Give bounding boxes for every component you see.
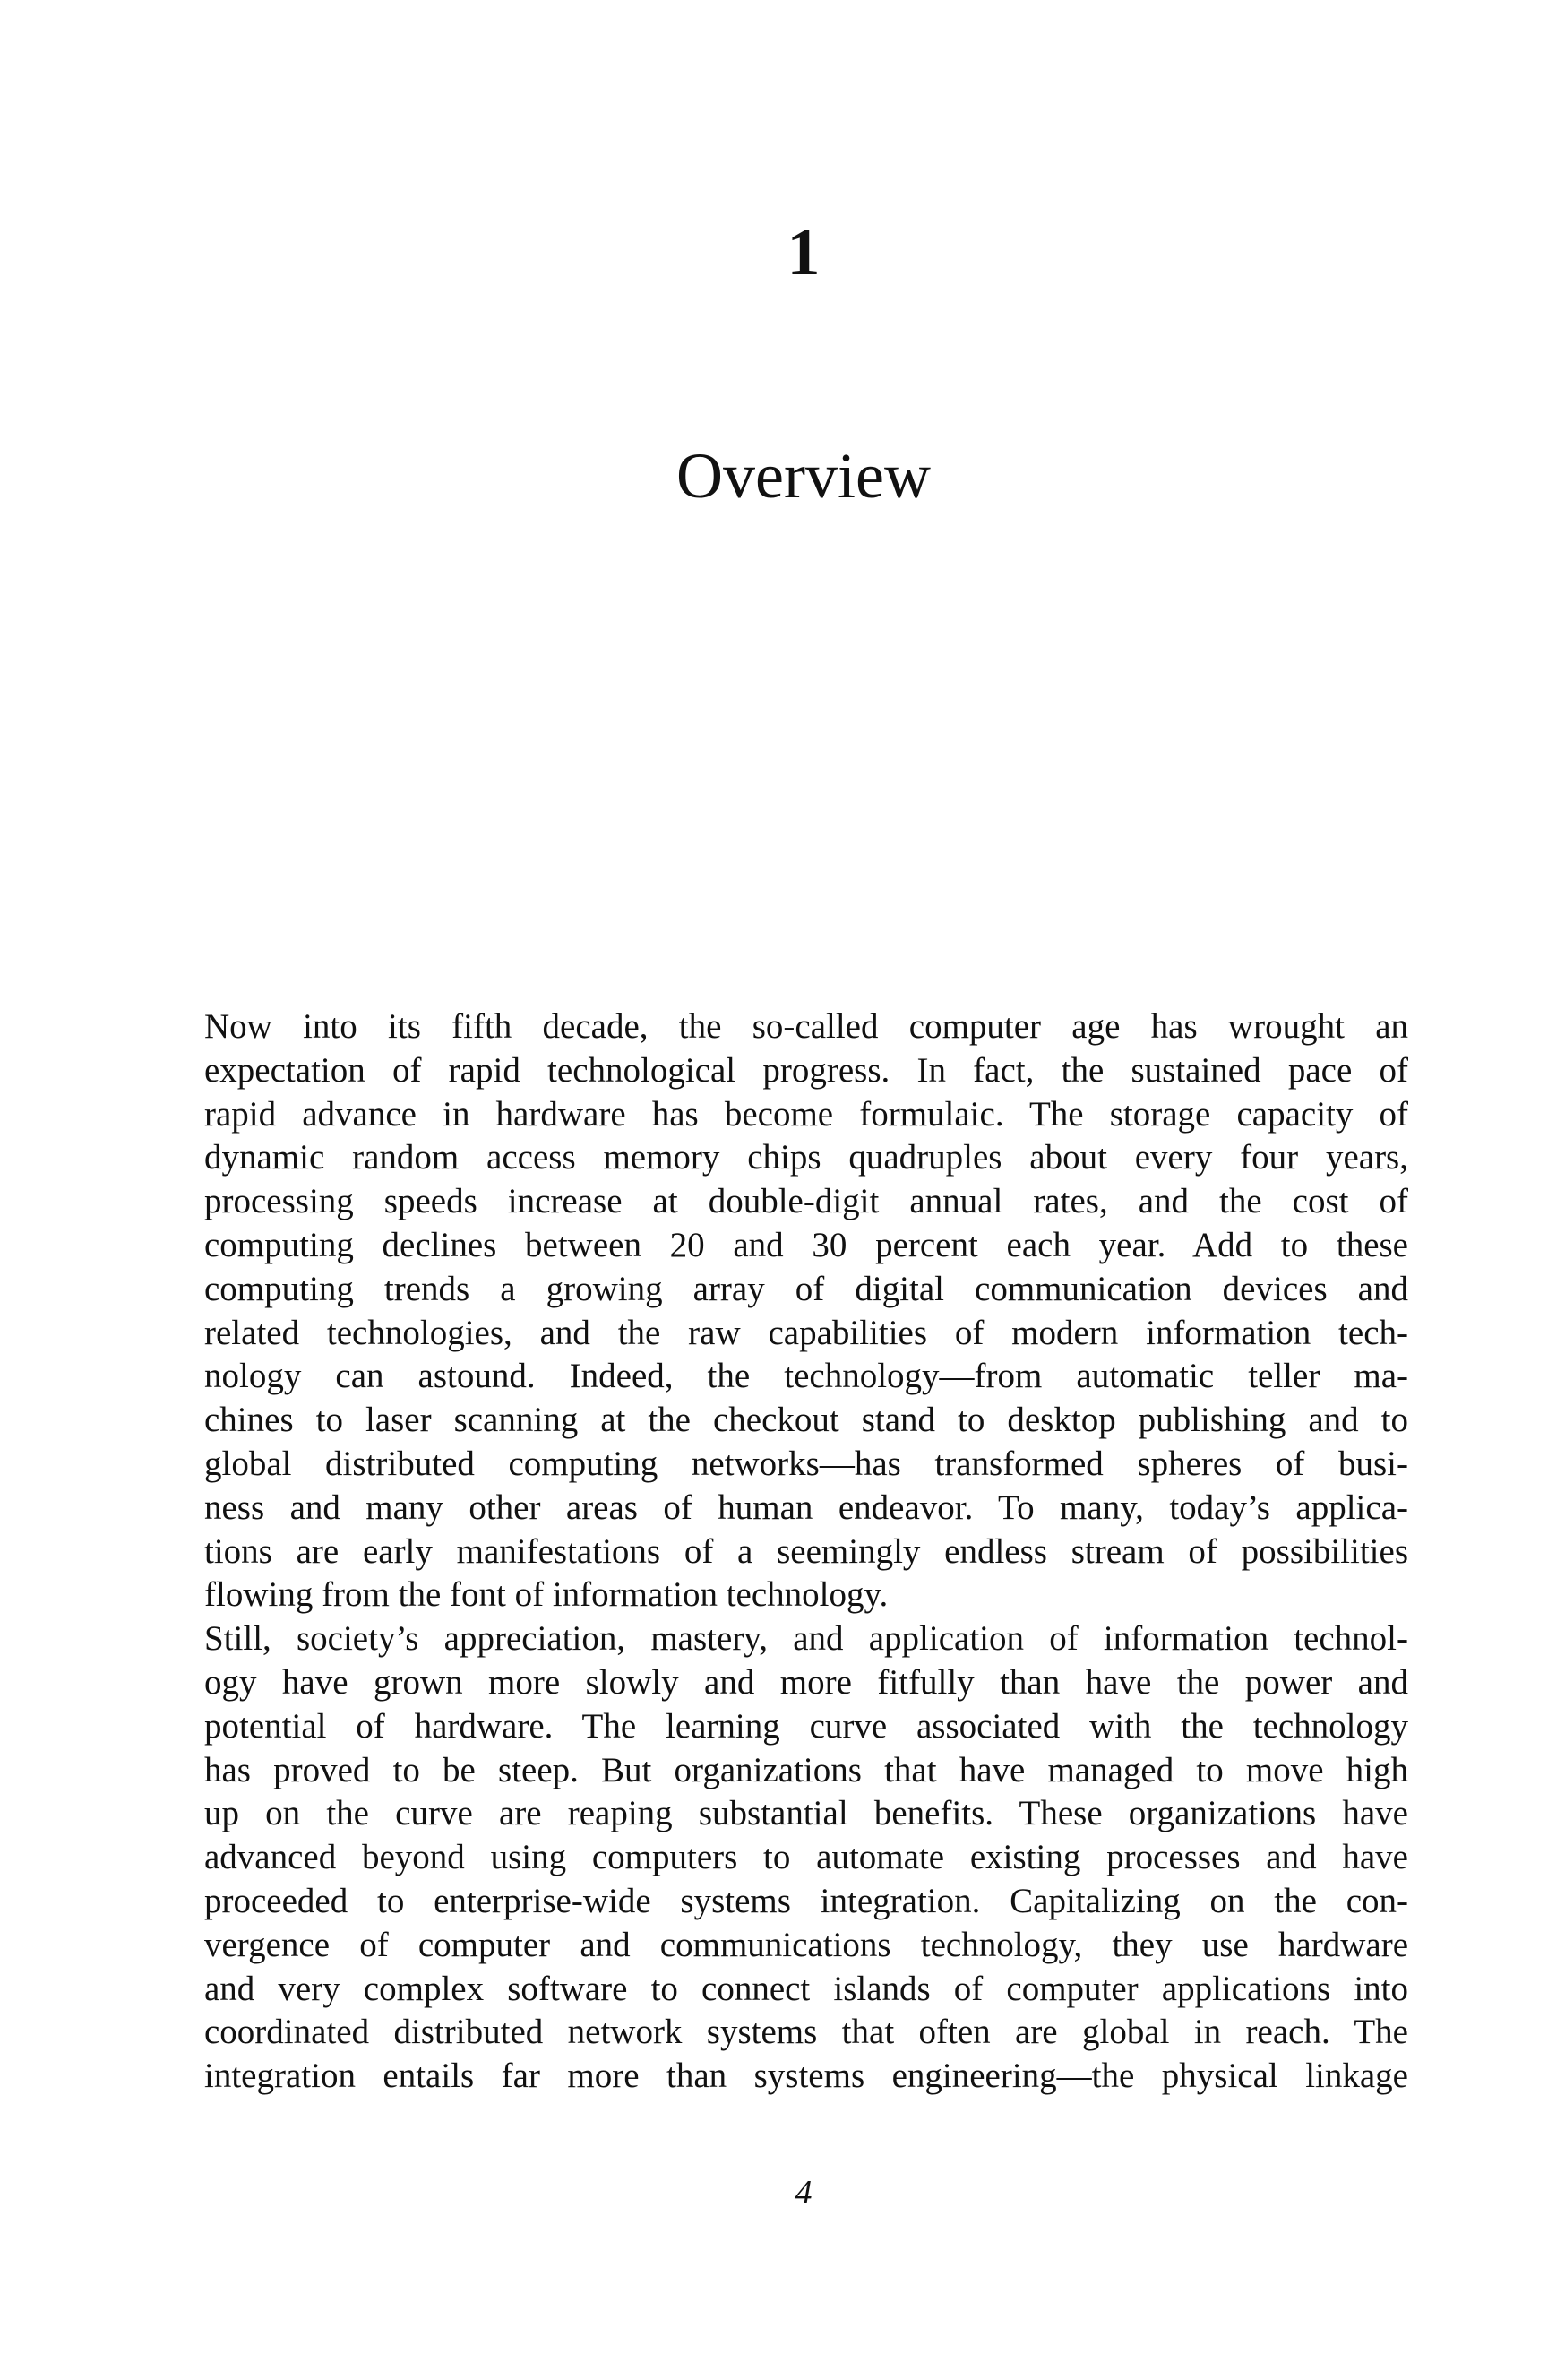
text-line: advanced beyond using computers to automate existing processes and have <box>204 1838 1408 1877</box>
text-line: computing trends a growing array of digital communication devices and <box>204 1269 1408 1308</box>
text-line: tions are early manifestations of a seemingly endless stream of possibilities <box>204 1531 1408 1571</box>
paragraph-2 <box>204 1617 1408 2099</box>
text-line: rapid advance in hardware has become formulaic. The storage capacity of <box>204 1094 1408 1134</box>
text-line: processing speeds increase at double-digit annual rates, and the cost of <box>204 1182 1408 1221</box>
text-line: chines to laser scanning at the checkout stand to desktop publishing and to <box>204 1401 1408 1440</box>
text-line: nology can astound. Indeed, the technology—from automatic teller ma- <box>204 1357 1408 1396</box>
text-line: and very complex software to connect islands of computer applications into <box>204 1969 1408 2008</box>
text-line: has proved to be steep. But organizations that have managed to move high <box>204 1750 1408 1789</box>
page-number: 4 <box>795 2174 813 2212</box>
text-line: potential of hardware. The learning curve associated with the technology <box>204 1706 1408 1746</box>
chapter-title: Overview <box>676 440 931 512</box>
text-line: coordinated distributed network systems that often are global in reach. The <box>204 2013 1408 2052</box>
text-line: computing declines between 20 and 30 percent each year. Add to these <box>204 1225 1408 1264</box>
text-line: proceeded to enterprise-wide systems integration. Capitalizing on the con- <box>204 1881 1408 1920</box>
text-line: ness and many other areas of human endeavor. To many, today’s applica- <box>204 1488 1408 1527</box>
text-line: vergence of computer and communications technology, they use hardware <box>204 1925 1408 1964</box>
text-line: global distributed computing networks—has transformed spheres of busi- <box>204 1444 1408 1483</box>
text-line: ogy have grown more slowly and more fitfully than have the power and <box>204 1662 1408 1702</box>
text-line: related technologies, and the raw capabilities of modern information tech- <box>204 1313 1408 1352</box>
text-line: Still, society’s appreciation, mastery, and application of information technol- <box>204 1619 1408 1659</box>
text-line: integration entails far more than systems engineering—the physical linkage <box>204 2057 1408 2096</box>
chapter-number: 1 <box>787 216 821 289</box>
text-line: expectation of rapid technological progress. In fact, the sustained pace of <box>204 1050 1408 1090</box>
body-text <box>204 1005 1408 2099</box>
paragraph-1 <box>204 1005 1408 1617</box>
text-line: Now into its fifth decade, the so-called computer age has wrought an <box>204 1007 1408 1046</box>
text-line: up on the curve are reaping substantial benefits. These organizations have <box>204 1794 1408 1833</box>
text-line: flowing from the font of information technology. <box>204 1575 889 1615</box>
text-line: dynamic random access memory chips quadruples about every four years, <box>204 1138 1408 1177</box>
